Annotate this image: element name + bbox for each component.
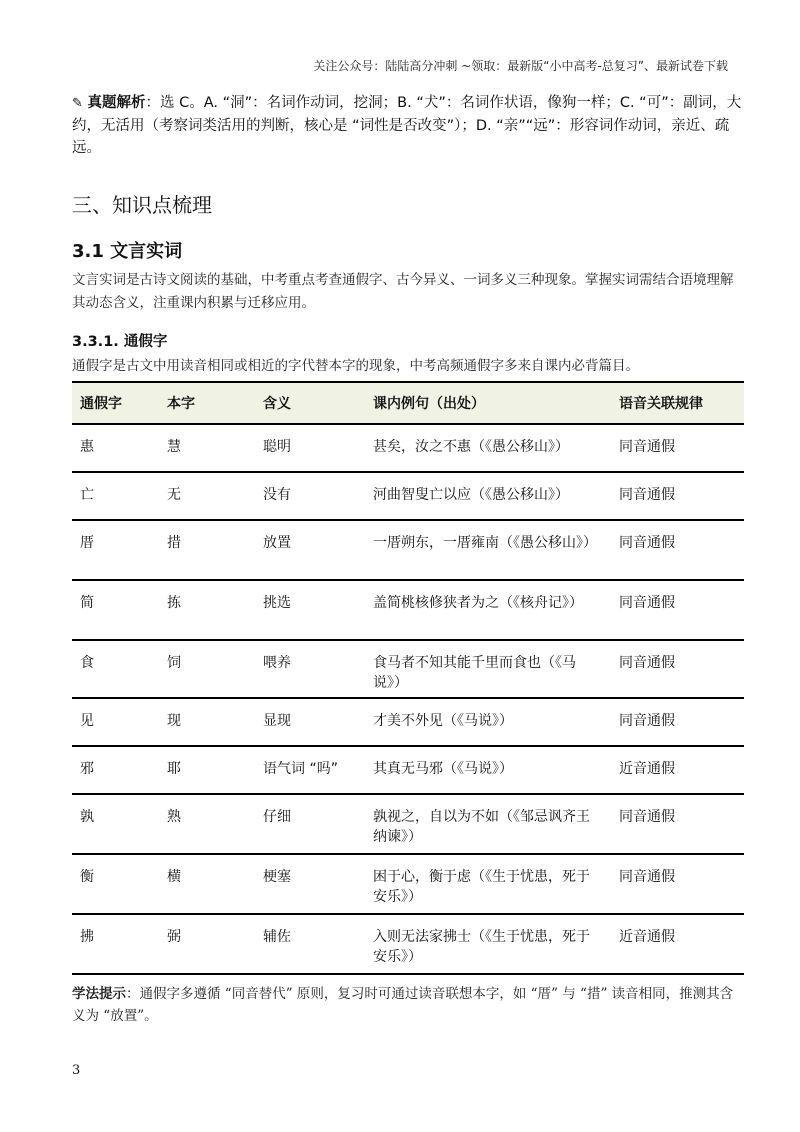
subsubsection-lead: 通假字是古文中用读音相同或相近的字代替本字的现象，中考高频通假字多来自课内必背篇目。 xyxy=(72,358,639,374)
analysis-label: 真题解析 xyxy=(87,95,146,111)
table-cell: 弼 xyxy=(167,929,181,945)
table-cell: 食 xyxy=(80,655,94,671)
table-cell: 横 xyxy=(167,869,181,885)
table-header-cell: 课内例句（出处） xyxy=(373,396,485,412)
table-cell: 惠 xyxy=(80,439,94,455)
page-header: 关注公众号：陆陆高分冲刺 ~领取：最新版“小中高考-总复习”、最新试卷下载 xyxy=(313,59,728,73)
table-row xyxy=(72,472,744,520)
table-row xyxy=(72,520,744,580)
table-cell: 聪明 xyxy=(263,439,291,455)
table-cell: 同音通假 xyxy=(619,655,675,671)
table-cell: 孰视之，自以为不如（《邹忌讽齐王纳谏》） xyxy=(373,809,590,845)
table-cell: 其真无马邪（《马说》） xyxy=(373,761,513,777)
table-cell: 同音通假 xyxy=(619,713,675,729)
table-cell: 喂养 xyxy=(263,655,291,671)
table-cell: 厝 xyxy=(80,535,94,551)
subsection-body: 文言实词是古诗文阅读的基础，中考重点考查通假字、古今异义、一词多义三种现象。掌握实词需结合语境理解其动态含义，注重课内积累与迁移应用。 xyxy=(72,272,734,311)
table-cell: 食马者不知其能千里而食也（《马说》） xyxy=(373,655,576,691)
table-cell: 无 xyxy=(167,487,181,503)
table-row xyxy=(72,698,744,746)
table-row xyxy=(72,854,744,914)
page-number: 3 xyxy=(72,1063,81,1078)
table-row xyxy=(72,746,744,794)
pencil-icon: ✎ xyxy=(72,96,83,111)
table-cell: 衡 xyxy=(80,869,94,885)
study-tip xyxy=(72,983,744,1027)
table-cell: 耶 xyxy=(167,761,181,777)
table-cell: 盖简桃核修狭者为之（《核舟记》） xyxy=(373,595,583,611)
table-header-cell: 本字 xyxy=(167,396,195,412)
table-cell: 甚矣，汝之不惠（《愚公移山》） xyxy=(373,439,569,455)
table-cell: 一厝朔东，一厝雍南（《愚公移山》） xyxy=(373,535,597,551)
table-cell: 孰 xyxy=(80,809,94,825)
page-content xyxy=(72,92,744,1027)
table-cell: 语气词 “吗” xyxy=(263,761,338,777)
table-cell: 同音通假 xyxy=(619,487,675,503)
table-cell: 近音通假 xyxy=(619,761,675,777)
table-cell: 没有 xyxy=(263,487,291,503)
table-cell: 慧 xyxy=(167,439,181,455)
table-cell: 辅佐 xyxy=(263,929,291,945)
table-header-row xyxy=(72,382,744,424)
table-cell: 同音通假 xyxy=(619,595,675,611)
table-cell: 河曲智叟亡以应（《愚公移山》） xyxy=(373,487,569,503)
table-header-cell: 通假字 xyxy=(80,396,122,412)
analysis-text: ：选 C。A. “洞”：名词作动词，挖洞；B. “犬”：名词作状语，像狗一样；C. “可”：副词，大约，无活用（考察词类活用的判断，核心是 “词性是否改变”）；D. “亲”“远”：形容词作动词，亲近、疏远。 xyxy=(72,95,742,156)
table-cell: 同音通假 xyxy=(619,439,675,455)
table-cell: 拂 xyxy=(80,929,94,945)
table-cell: 同音通假 xyxy=(619,535,675,551)
table-cell: 显现 xyxy=(263,713,291,729)
tip-text: ：通假字多遵循 “同音替代” 原则，复习时可通过读音联想本字，如 “厝” 与 “措” 读音相同，推测其含义为 “放置”。 xyxy=(72,986,734,1024)
table-cell: 近音通假 xyxy=(619,929,675,945)
table-cell: 措 xyxy=(167,535,181,551)
table-row xyxy=(72,640,744,698)
table-row xyxy=(72,914,744,974)
subsubsection-title: 3.3.1. 通假字 xyxy=(72,334,168,350)
table-cell: 才美不外见（《马说》） xyxy=(373,713,513,729)
table-cell: 入则无法家拂士（《生于忧患，死于安乐》） xyxy=(373,929,590,965)
table-cell: 熟 xyxy=(167,809,181,825)
table-cell: 仔细 xyxy=(263,809,291,825)
table-row xyxy=(72,424,744,472)
table-header-cell: 语音关联规律 xyxy=(619,396,703,412)
table-cell: 困于心，衡于虑（《生于忧患，死于安乐》） xyxy=(373,869,590,905)
exam-analysis xyxy=(72,92,744,159)
subsection-title: 3.1 文言实词 xyxy=(72,241,183,262)
tip-label: 学法提示 xyxy=(72,986,126,1002)
table-row xyxy=(72,794,744,854)
table-cell: 饲 xyxy=(167,655,181,671)
table-cell: 简 xyxy=(80,595,94,611)
section-title: 三、知识点梳理 xyxy=(72,193,212,217)
table-cell: 同音通假 xyxy=(619,869,675,885)
table-header-cell: 含义 xyxy=(263,396,291,412)
table-cell: 拣 xyxy=(167,595,181,611)
table-cell: 亡 xyxy=(80,487,94,503)
table-row xyxy=(72,580,744,640)
table-cell: 邪 xyxy=(80,761,94,777)
table-cell: 见 xyxy=(80,713,94,729)
table-cell: 挑选 xyxy=(263,595,291,611)
table-cell: 同音通假 xyxy=(619,809,675,825)
table-cell: 放置 xyxy=(263,535,291,551)
table-cell: 梗塞 xyxy=(263,869,291,885)
table-cell: 现 xyxy=(167,713,181,729)
tongjiazi-table xyxy=(72,381,744,975)
